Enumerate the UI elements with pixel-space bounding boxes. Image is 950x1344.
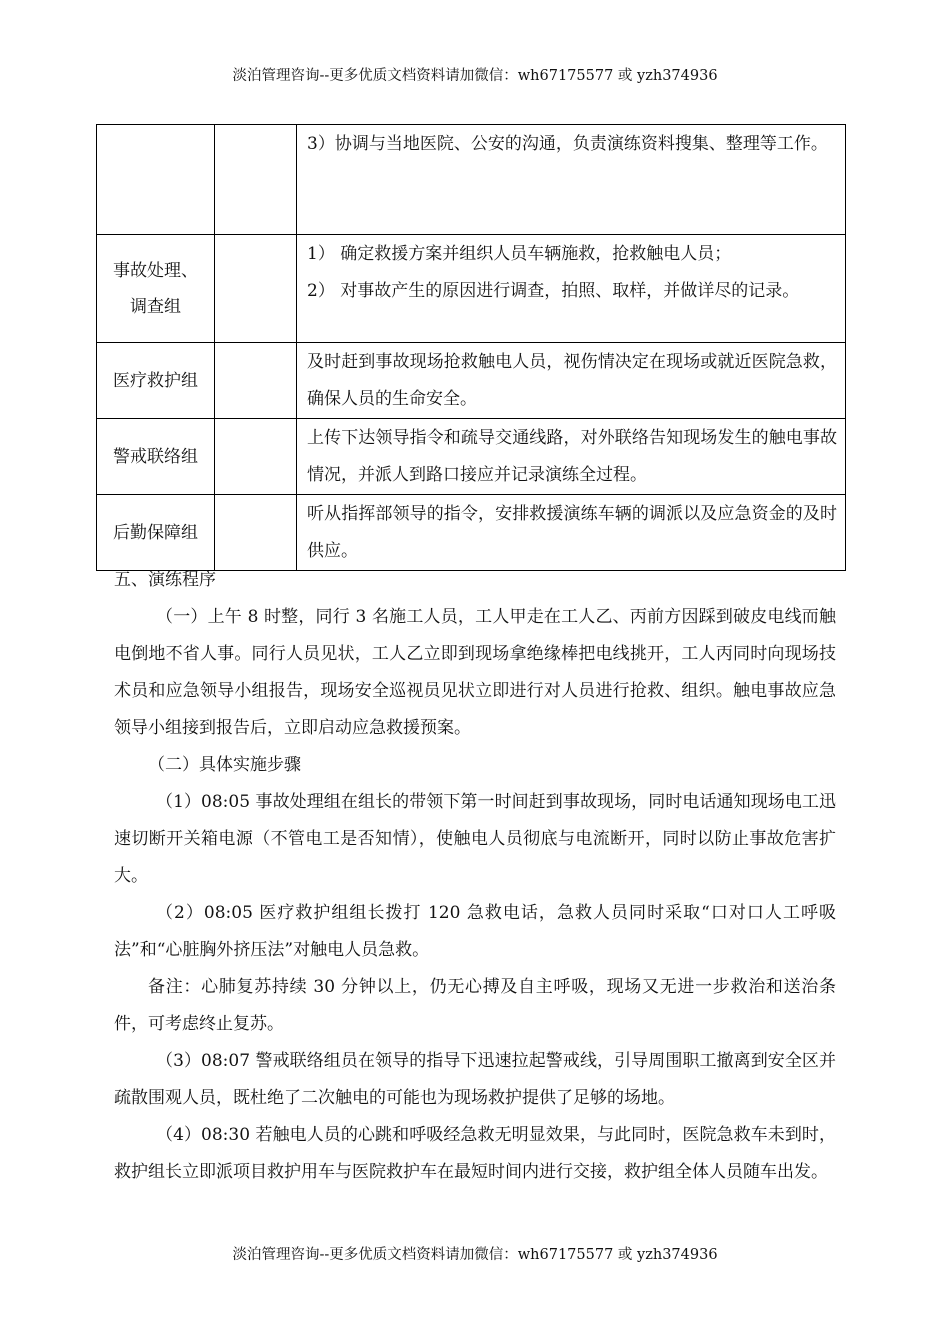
paragraph: （4）08:30 若触电人员的心跳和呼吸经急救无明显效果，与此同时，医院急救车未到时，救护组长立即派项目救护用车与医院救护车在最短时间内进行交接，救护组全体人员随车出发。 bbox=[114, 1125, 836, 1182]
table-row bbox=[97, 235, 846, 343]
group-name-cell bbox=[97, 235, 215, 343]
table-row bbox=[97, 419, 846, 495]
table-row bbox=[97, 343, 846, 419]
table-row bbox=[97, 125, 846, 235]
duty-line: 1） 确定救援方案并组织人员车辆施救，抢救触电人员； bbox=[307, 244, 732, 264]
paragraph: （二）具体实施步骤 bbox=[148, 755, 301, 775]
duty-cell bbox=[297, 419, 846, 495]
page-footer: 淡泊管理咨询--更多优质文档资料请加微信：wh67175577 或 yzh374936 bbox=[232, 1247, 718, 1263]
group-name-cell bbox=[97, 125, 215, 235]
empty-cell bbox=[215, 495, 297, 571]
duty-line: 3）协调与当地医院、公安的沟通，负责演练资料搜集、整理等工作。 bbox=[307, 134, 828, 154]
paragraph: （1）08:05 事故处理组在组长的带领下第一时间赶到事故现场，同时电话通知现场电工迅速切断开关箱电源（不管电工是否知情），使触电人员彻底与电流断开，同时以防止事故危害扩大。 bbox=[114, 792, 836, 886]
duty-cell bbox=[297, 495, 846, 571]
team-duties-table bbox=[96, 124, 846, 571]
duty-cell bbox=[297, 125, 846, 235]
duty-line: 听从指挥部领导的指令，安排救援演练车辆的调派以及应急资金的及时供应。 bbox=[307, 504, 837, 561]
duty-line: 上传下达领导指令和疏导交通线路，对外联络告知现场发生的触电事故情况，并派人到路口接应并记录演练全过程。 bbox=[307, 428, 837, 485]
paragraph: （一）上午 8 时整，同行 3 名施工人员，工人甲走在工人乙、丙前方因踩到破皮电线而触电倒地不省人事。同行人员见状，工人乙立即到现场拿绝缘棒把电线挑开，工人丙同时向现场技术员和应急领导小组报告，现场安全巡视员见状立即进行对人员进行抢救、组织。触电事故应急领导小组接到报告后，立即启动应急救援预案。 bbox=[114, 607, 836, 738]
group-name: 事故处理、调查组 bbox=[113, 260, 198, 317]
duty-cell bbox=[297, 235, 846, 343]
duty-cell bbox=[297, 343, 846, 419]
paragraph: （2）08:05 医疗救护组组长拨打 120 急救电话，急救人员同时采取“口对口人工呼吸法”和“心脏胸外挤压法”对触电人员急救。 bbox=[114, 903, 836, 960]
note-paragraph: 备注：心肺复苏持续 30 分钟以上，仍无心搏及自主呼吸，现场又无进一步救治和送治条件，可考虑终止复苏。 bbox=[114, 977, 836, 1034]
page-header: 淡泊管理咨询--更多优质文档资料请加微信：wh67175577 或 yzh374936 bbox=[232, 68, 718, 84]
drill-procedure-section bbox=[114, 562, 836, 1191]
empty-cell bbox=[215, 343, 297, 419]
group-name-cell: 医疗救护组 bbox=[97, 343, 215, 419]
table-row bbox=[97, 495, 846, 571]
empty-cell bbox=[215, 125, 297, 235]
empty-cell bbox=[215, 419, 297, 495]
paragraph: （3）08:07 警戒联络组员在领导的指导下迅速拉起警戒线，引导周围职工撤离到安全区并疏散围观人员，既杜绝了二次触电的可能也为现场救护提供了足够的场地。 bbox=[114, 1051, 836, 1108]
duty-line: 2） 对事故产生的原因进行调查，拍照、取样，并做详尽的记录。 bbox=[307, 281, 800, 301]
group-name-cell: 后勤保障组 bbox=[97, 495, 215, 571]
empty-cell bbox=[215, 235, 297, 343]
section-title: 五、演练程序 bbox=[114, 570, 216, 590]
duty-line: 及时赶到事故现场抢救触电人员，视伤情决定在现场或就近医院急救，确保人员的生命安全。 bbox=[307, 352, 837, 409]
group-name-cell: 警戒联络组 bbox=[97, 419, 215, 495]
